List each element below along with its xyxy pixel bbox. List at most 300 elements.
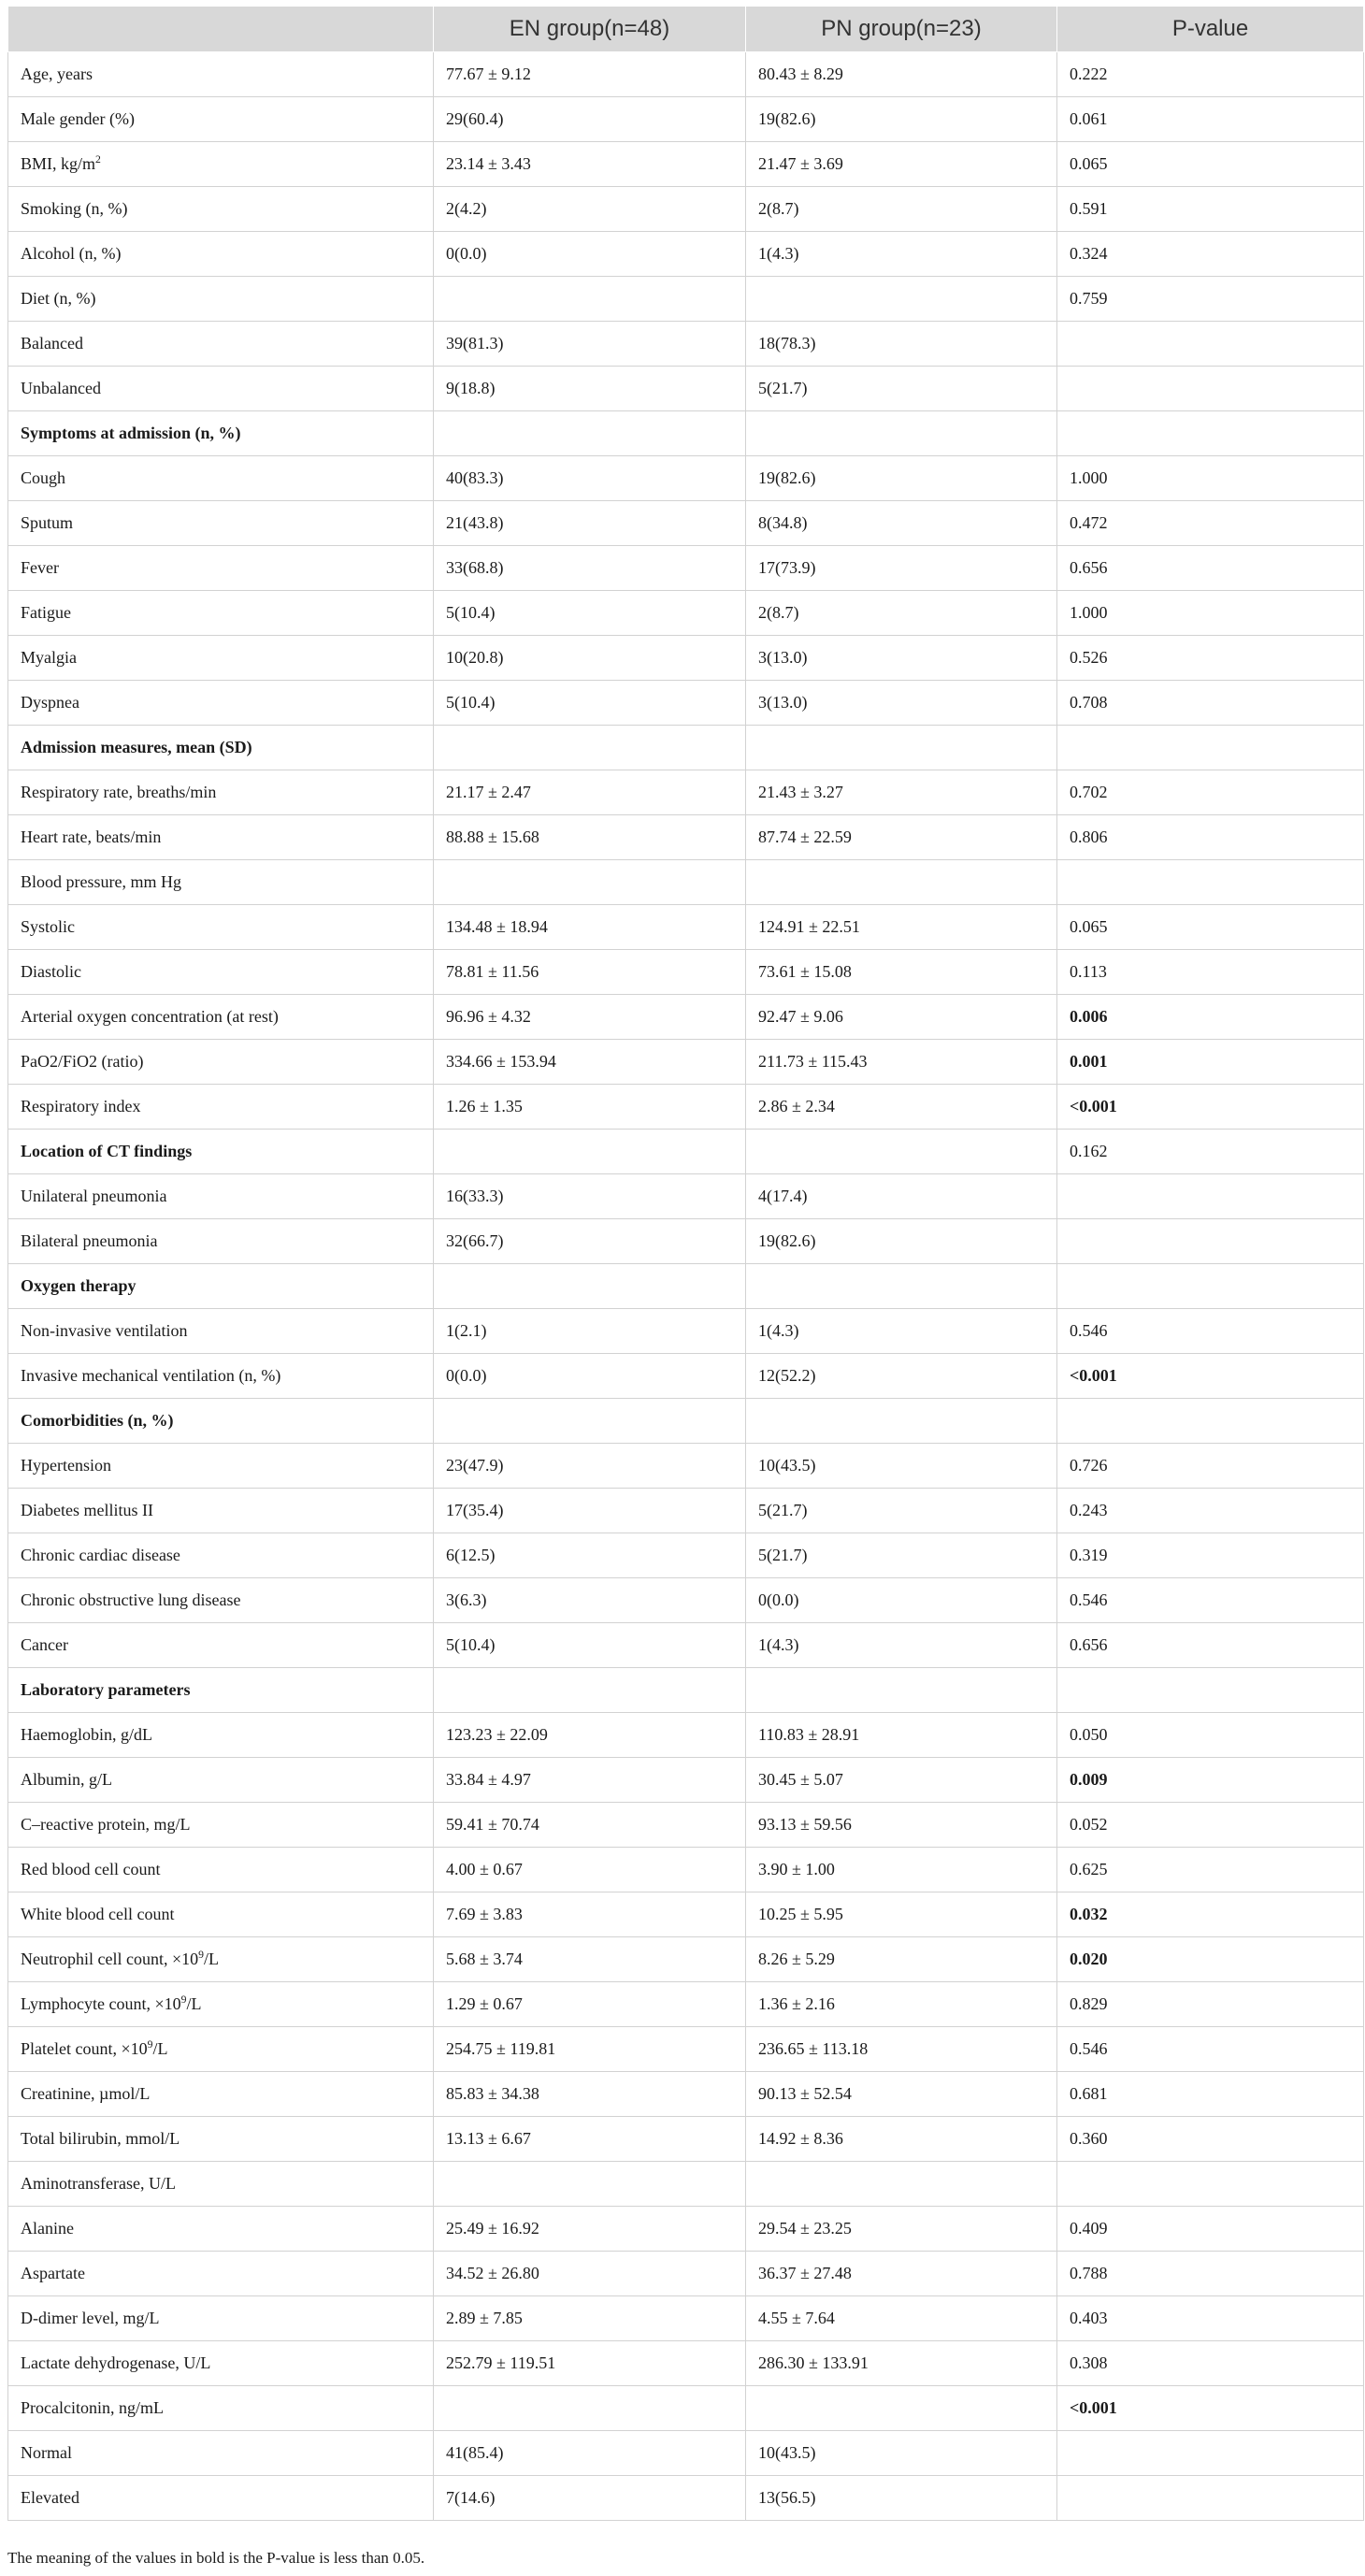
p-value: 0.829 [1057,1982,1364,2027]
en-group-value [434,860,746,905]
p-value: 0.546 [1057,1578,1364,1623]
p-value: 0.681 [1057,2072,1364,2117]
en-group-value: 2.89 ± 7.85 [434,2296,746,2341]
row-label-text: Alanine [21,2219,74,2238]
row-label [8,905,434,950]
row-label [8,1040,434,1085]
en-group-value: 96.96 ± 4.32 [434,995,746,1040]
row-label-text: Neutrophil cell count, ×10 [21,1950,199,1968]
pn-group-value: 87.74 ± 22.59 [746,815,1057,860]
pn-group-value: 19(82.6) [746,456,1057,501]
en-group-value: 5.68 ± 3.74 [434,1937,746,1982]
pn-group-value [746,1668,1057,1713]
row-label [8,411,434,456]
row-label-text: Alcohol (n, %) [21,244,122,263]
p-value: 0.162 [1057,1130,1364,1174]
pn-group-value [746,411,1057,456]
row-label [8,1758,434,1803]
table-row [8,1399,1364,1444]
pn-group-value: 10.25 ± 5.95 [746,1892,1057,1937]
pn-group-value: 36.37 ± 27.48 [746,2252,1057,2296]
row-label-text: White blood cell count [21,1905,175,1923]
table-row [8,142,1364,187]
en-group-value: 88.88 ± 15.68 [434,815,746,860]
pn-group-value: 5(21.7) [746,1533,1057,1578]
row-label [8,1130,434,1174]
row-label-suffix: /L [152,2039,168,2058]
p-value: 1.000 [1057,456,1364,501]
row-label [8,950,434,995]
row-label-text: Creatinine, µmol/L [21,2084,151,2103]
row-label [8,2296,434,2341]
table-row [8,322,1364,367]
row-label-text: Admission measures, mean (SD) [21,738,252,756]
p-value: <0.001 [1057,1354,1364,1399]
pn-group-value [746,1264,1057,1309]
table-row [8,860,1364,905]
row-label-text: D-dimer level, mg/L [21,2309,160,2327]
pn-group-value: 19(82.6) [746,97,1057,142]
pn-group-value [746,2386,1057,2431]
pn-group-value: 21.43 ± 3.27 [746,770,1057,815]
en-group-value: 1.26 ± 1.35 [434,1085,746,1130]
row-label-text: Diastolic [21,962,81,981]
table-row [8,1623,1364,1668]
row-label [8,1219,434,1264]
p-value: 0.006 [1057,995,1364,1040]
en-group-value: 5(10.4) [434,681,746,726]
p-value: <0.001 [1057,1085,1364,1130]
row-label [8,770,434,815]
header-pn-group: PN group(n=23) [746,7,1057,52]
p-value: 0.324 [1057,232,1364,277]
pn-group-value: 3(13.0) [746,636,1057,681]
row-label-text: Systolic [21,917,76,936]
row-label-text: Non-invasive ventilation [21,1321,188,1340]
table-row [8,1174,1364,1219]
p-value [1057,860,1364,905]
pn-group-value: 211.73 ± 115.43 [746,1040,1057,1085]
table-row [8,681,1364,726]
en-group-value: 33.84 ± 4.97 [434,1758,746,1803]
table-row [8,995,1364,1040]
table-footnote: The meaning of the values in bold is the P-value is less than 0.05. [7,2549,425,2567]
pn-group-value: 1.36 ± 2.16 [746,1982,1057,2027]
table-row [8,1264,1364,1309]
row-label-text: BMI, kg/m [21,154,96,173]
row-label-superscript: 9 [198,1949,204,1961]
baseline-characteristics-table [7,6,1364,2521]
table-row [8,546,1364,591]
row-label-text: Normal [21,2443,72,2462]
p-value: 0.052 [1057,1803,1364,1848]
pn-group-value: 14.92 ± 8.36 [746,2117,1057,2162]
row-label-text: Balanced [21,334,83,353]
pn-group-value [746,726,1057,770]
en-group-value: 0(0.0) [434,1354,746,1399]
row-label [8,142,434,187]
table-row [8,905,1364,950]
row-label-text: Red blood cell count [21,1860,161,1878]
table-row [8,2476,1364,2521]
row-label [8,367,434,411]
p-value [1057,2431,1364,2476]
row-label-text: Bilateral pneumonia [21,1231,158,1250]
row-label-text: Laboratory parameters [21,1680,191,1699]
en-group-value: 7.69 ± 3.83 [434,1892,746,1937]
row-label [8,232,434,277]
table-row [8,1892,1364,1937]
table-row [8,1354,1364,1399]
row-label-text: Chronic cardiac disease [21,1546,180,1564]
header-en-group: EN group(n=48) [434,7,746,52]
row-label [8,546,434,591]
row-label-text: Elevated [21,2488,79,2507]
pn-group-value: 92.47 ± 9.06 [746,995,1057,1040]
row-label [8,1623,434,1668]
row-label [8,2341,434,2386]
table-row [8,1130,1364,1174]
en-group-value: 40(83.3) [434,456,746,501]
table-row [8,2296,1364,2341]
header-p-value: P-value [1057,7,1364,52]
row-label-text: Diet (n, %) [21,289,96,308]
p-value: 1.000 [1057,591,1364,636]
pn-group-value: 17(73.9) [746,546,1057,591]
en-group-value [434,277,746,322]
table-row [8,232,1364,277]
pn-group-value [746,2162,1057,2207]
p-value: 0.656 [1057,546,1364,591]
table-row [8,97,1364,142]
p-value: 0.656 [1057,1623,1364,1668]
row-label-text: Respiratory index [21,1097,141,1115]
pn-group-value: 4(17.4) [746,1174,1057,1219]
table-row [8,2162,1364,2207]
pn-group-value: 1(4.3) [746,1309,1057,1354]
en-group-value: 134.48 ± 18.94 [434,905,746,950]
table-row [8,411,1364,456]
header-variable [8,7,434,52]
row-label [8,1399,434,1444]
p-value: 0.409 [1057,2207,1364,2252]
header-row [8,7,1364,52]
pn-group-value: 2.86 ± 2.34 [746,1085,1057,1130]
table-row [8,2027,1364,2072]
row-label-text: PaO2/FiO2 (ratio) [21,1052,144,1071]
en-group-value: 0(0.0) [434,232,746,277]
pn-group-value: 124.91 ± 22.51 [746,905,1057,950]
table-row [8,1533,1364,1578]
p-value: 0.032 [1057,1892,1364,1937]
row-label [8,1937,434,1982]
p-value [1057,367,1364,411]
en-group-value: 21(43.8) [434,501,746,546]
table-row [8,501,1364,546]
row-label-text: Location of CT findings [21,1142,193,1160]
row-label [8,815,434,860]
p-value: 0.759 [1057,277,1364,322]
table-row [8,2117,1364,2162]
table-row [8,1444,1364,1489]
row-label-text: Cancer [21,1635,68,1654]
p-value [1057,2162,1364,2207]
row-label-text: Platelet count, ×10 [21,2039,148,2058]
p-value: 0.243 [1057,1489,1364,1533]
p-value [1057,1399,1364,1444]
row-label-text: Hypertension [21,1456,111,1475]
pn-group-value [746,860,1057,905]
row-label [8,2386,434,2431]
en-group-value: 123.23 ± 22.09 [434,1713,746,1758]
pn-group-value: 8(34.8) [746,501,1057,546]
p-value: 0.472 [1057,501,1364,546]
en-group-value: 16(33.3) [434,1174,746,1219]
en-group-value: 29(60.4) [434,97,746,142]
row-label [8,726,434,770]
p-value: 0.020 [1057,1937,1364,1982]
en-group-value: 3(6.3) [434,1578,746,1623]
table-row [8,815,1364,860]
table-row [8,52,1364,97]
row-label-text: Aminotransferase, U/L [21,2174,176,2193]
table-row [8,1713,1364,1758]
pn-group-value: 21.47 ± 3.69 [746,142,1057,187]
row-label-superscript: 9 [180,1993,187,2006]
row-label [8,2252,434,2296]
en-group-value: 1.29 ± 0.67 [434,1982,746,2027]
p-value [1057,411,1364,456]
table-row [8,2386,1364,2431]
en-group-value: 85.83 ± 34.38 [434,2072,746,2117]
row-label-text: Unilateral pneumonia [21,1187,167,1205]
en-group-value [434,1264,746,1309]
pn-group-value: 90.13 ± 52.54 [746,2072,1057,2117]
row-label-text: Chronic obstructive lung disease [21,1590,241,1609]
pn-group-value: 10(43.5) [746,1444,1057,1489]
row-label [8,52,434,97]
table-row [8,1758,1364,1803]
pn-group-value: 80.43 ± 8.29 [746,52,1057,97]
row-label-text: C–reactive protein, mg/L [21,1815,191,1834]
en-group-value: 10(20.8) [434,636,746,681]
table-row [8,726,1364,770]
row-label-text: Arterial oxygen concentration (at rest) [21,1007,279,1026]
row-label [8,1668,434,1713]
table-row [8,1309,1364,1354]
en-group-value: 25.49 ± 16.92 [434,2207,746,2252]
en-group-value: 41(85.4) [434,2431,746,2476]
pn-group-value: 5(21.7) [746,367,1057,411]
pn-group-value: 110.83 ± 28.91 [746,1713,1057,1758]
p-value: 0.113 [1057,950,1364,995]
pn-group-value: 5(21.7) [746,1489,1057,1533]
row-label [8,187,434,232]
row-label-text: Invasive mechanical ventilation (n, %) [21,1366,281,1385]
row-label-text: Procalcitonin, ng/mL [21,2398,164,2417]
p-value [1057,1174,1364,1219]
row-label [8,860,434,905]
pn-group-value: 1(4.3) [746,232,1057,277]
en-group-value: 13.13 ± 6.67 [434,2117,746,2162]
p-value [1057,1264,1364,1309]
row-label-text: Haemoglobin, g/dL [21,1725,152,1744]
en-group-value [434,1668,746,1713]
row-label-text: Blood pressure, mm Hg [21,872,181,891]
row-label-suffix: /L [203,1950,219,1968]
table-row [8,2252,1364,2296]
p-value: 0.308 [1057,2341,1364,2386]
pn-group-value: 0(0.0) [746,1578,1057,1623]
pn-group-value [746,1130,1057,1174]
pn-group-value: 73.61 ± 15.08 [746,950,1057,995]
pn-group-value: 2(8.7) [746,591,1057,636]
p-value: 0.065 [1057,905,1364,950]
row-label [8,277,434,322]
table-row [8,456,1364,501]
table-row [8,636,1364,681]
en-group-value: 77.67 ± 9.12 [434,52,746,97]
en-group-value [434,2162,746,2207]
table-row [8,591,1364,636]
en-group-value: 5(10.4) [434,1623,746,1668]
table-row [8,367,1364,411]
en-group-value: 21.17 ± 2.47 [434,770,746,815]
row-label [8,97,434,142]
en-group-value: 39(81.3) [434,322,746,367]
en-group-value: 9(18.8) [434,367,746,411]
p-value [1057,1219,1364,1264]
pn-group-value: 10(43.5) [746,2431,1057,2476]
p-value: 0.625 [1057,1848,1364,1892]
row-label [8,591,434,636]
row-label-text: Comorbidities (n, %) [21,1411,174,1430]
row-label-text: Diabetes mellitus II [21,1501,153,1519]
row-label [8,1713,434,1758]
en-group-value: 5(10.4) [434,591,746,636]
p-value: 0.546 [1057,1309,1364,1354]
p-value [1057,2476,1364,2521]
en-group-value [434,1130,746,1174]
p-value: <0.001 [1057,2386,1364,2431]
p-value [1057,322,1364,367]
en-group-value: 33(68.8) [434,546,746,591]
p-value: 0.526 [1057,636,1364,681]
table-row [8,1085,1364,1130]
pn-group-value [746,1399,1057,1444]
table-row [8,1803,1364,1848]
row-label-text: Oxygen therapy [21,1276,136,1295]
row-label [8,2207,434,2252]
en-group-value: 2(4.2) [434,187,746,232]
table-row [8,277,1364,322]
pn-group-value: 1(4.3) [746,1623,1057,1668]
table-row [8,1982,1364,2027]
row-label [8,501,434,546]
row-label-text: Fever [21,558,59,577]
row-label [8,1444,434,1489]
pn-group-value: 3(13.0) [746,681,1057,726]
en-group-value [434,1399,746,1444]
en-group-value: 78.81 ± 11.56 [434,950,746,995]
p-value: 0.806 [1057,815,1364,860]
p-value: 0.546 [1057,2027,1364,2072]
pn-group-value: 13(56.5) [746,2476,1057,2521]
en-group-value: 1(2.1) [434,1309,746,1354]
row-label [8,681,434,726]
table-row [8,1219,1364,1264]
row-label [8,1533,434,1578]
p-value: 0.001 [1057,1040,1364,1085]
en-group-value [434,411,746,456]
p-value: 0.403 [1057,2296,1364,2341]
p-value: 0.788 [1057,2252,1364,2296]
p-value: 0.050 [1057,1713,1364,1758]
en-group-value: 252.79 ± 119.51 [434,2341,746,2386]
table-row [8,1578,1364,1623]
p-value: 0.708 [1057,681,1364,726]
row-label-text: Dyspnea [21,693,79,712]
row-label-text: Sputum [21,513,74,532]
en-group-value: 59.41 ± 70.74 [434,1803,746,1848]
pn-group-value: 236.65 ± 113.18 [746,2027,1057,2072]
row-label-superscript: 2 [95,153,101,165]
table-row [8,1040,1364,1085]
table-row [8,1489,1364,1533]
pn-group-value: 286.30 ± 133.91 [746,2341,1057,2386]
p-value: 0.591 [1057,187,1364,232]
en-group-value: 23(47.9) [434,1444,746,1489]
p-value [1057,1668,1364,1713]
row-label [8,1085,434,1130]
row-label-suffix: /L [186,1994,202,2013]
row-label-text: Smoking (n, %) [21,199,128,218]
pn-group-value: 19(82.6) [746,1219,1057,1264]
table-row [8,770,1364,815]
en-group-value [434,726,746,770]
en-group-value: 4.00 ± 0.67 [434,1848,746,1892]
pn-group-value: 4.55 ± 7.64 [746,2296,1057,2341]
table-row [8,1848,1364,1892]
table-row [8,2431,1364,2476]
row-label-text: Heart rate, beats/min [21,827,162,846]
row-label-text: Total bilirubin, mmol/L [21,2129,180,2148]
en-group-value: 254.75 ± 119.81 [434,2027,746,2072]
row-label [8,1848,434,1892]
row-label-text: Unbalanced [21,379,101,397]
en-group-value: 334.66 ± 153.94 [434,1040,746,1085]
p-value: 0.061 [1057,97,1364,142]
row-label-text: Albumin, g/L [21,1770,112,1789]
pn-group-value: 12(52.2) [746,1354,1057,1399]
pn-group-value: 30.45 ± 5.07 [746,1758,1057,1803]
en-group-value: 6(12.5) [434,1533,746,1578]
table-row [8,1668,1364,1713]
table-row [8,950,1364,995]
pn-group-value [746,277,1057,322]
table-body [8,52,1364,2521]
p-value: 0.222 [1057,52,1364,97]
pn-group-value: 8.26 ± 5.29 [746,1937,1057,1982]
p-value: 0.065 [1057,142,1364,187]
row-label [8,2027,434,2072]
p-value: 0.726 [1057,1444,1364,1489]
p-value: 0.360 [1057,2117,1364,2162]
en-group-value: 34.52 ± 26.80 [434,2252,746,2296]
row-label-text: Fatigue [21,603,71,622]
pn-group-value: 29.54 ± 23.25 [746,2207,1057,2252]
p-value: 0.702 [1057,770,1364,815]
